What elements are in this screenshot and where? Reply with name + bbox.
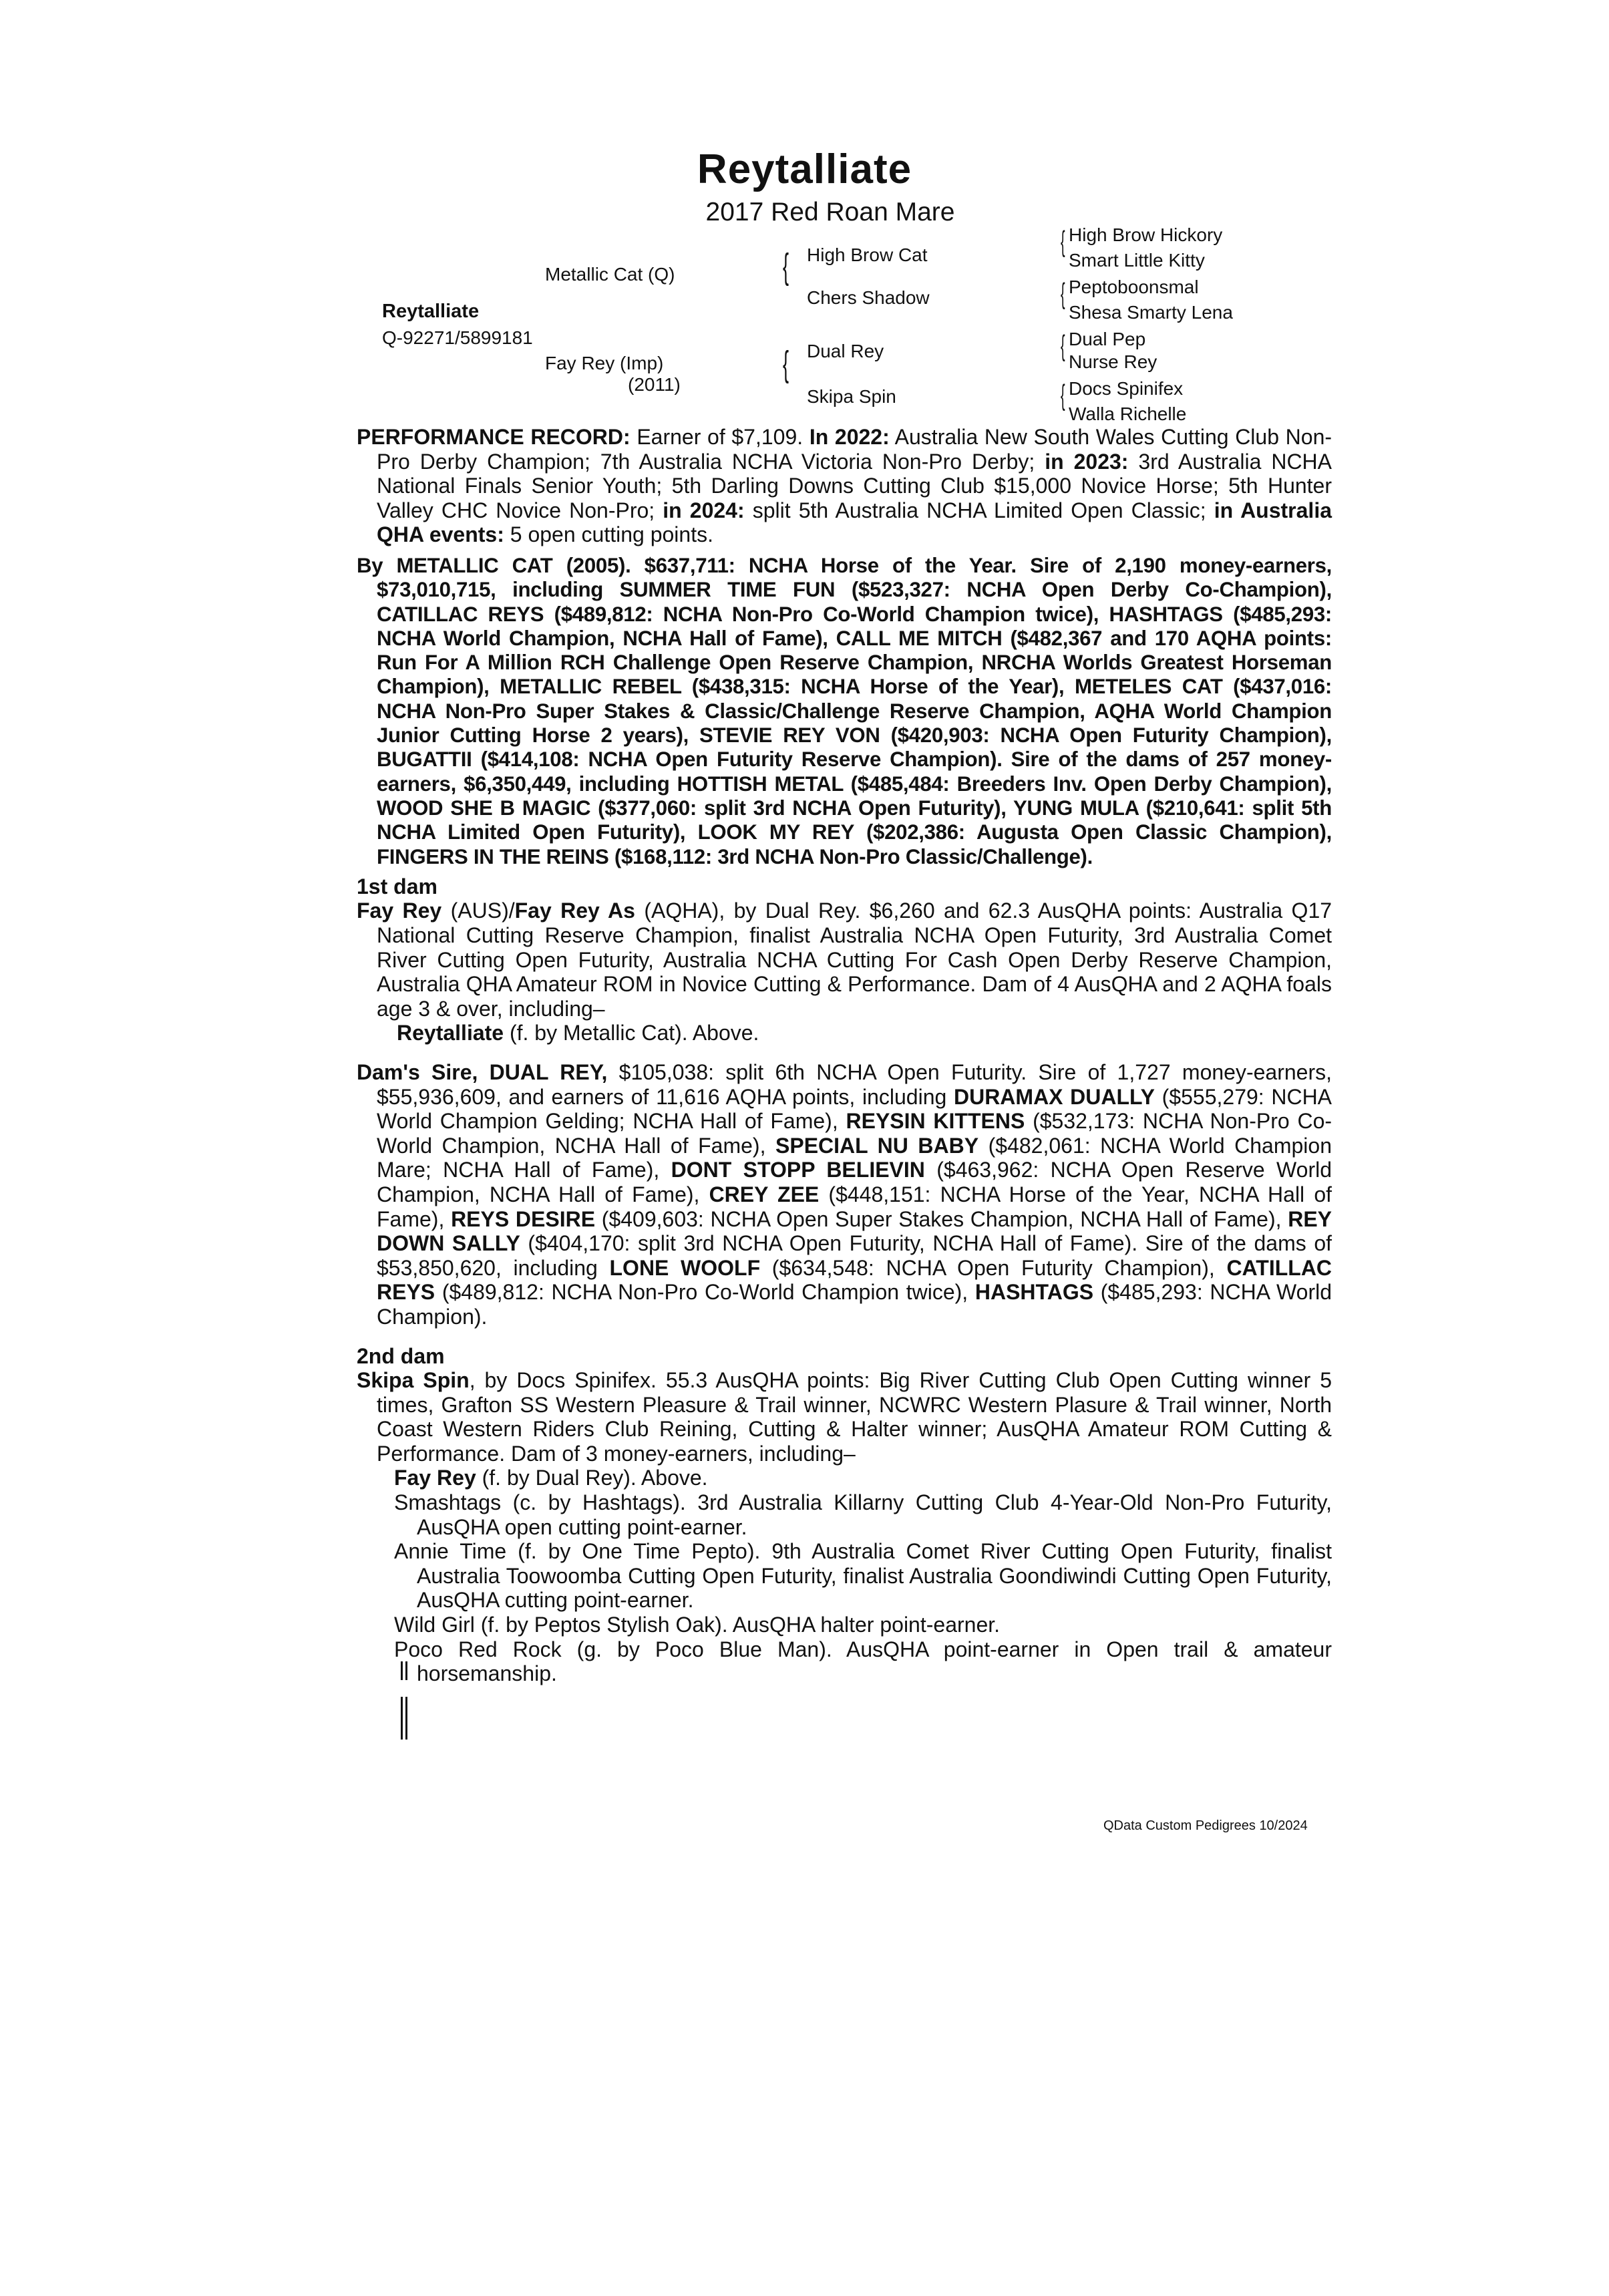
brace: { bbox=[1061, 277, 1065, 310]
second-dam-name: Skipa Spin bbox=[357, 1368, 470, 1393]
performance-text: Australia New South Wales Cutting Club Non-Pro Derby Champion; 7th Australia NCHA Victoria Non-Pro Derby; bbox=[377, 425, 1332, 474]
dams-sire-highlight: CATILLAC REYS bbox=[377, 1255, 1332, 1305]
performance-text: 3rd Australia NCHA National Finals Senior Youth; 5th Darling Downs Cutting Club $15,000 Novice Horse; 5th Hunter Valley CHC Novice Non-Pro; bbox=[377, 449, 1332, 522]
produce-text: (c. by Hashtags). 3rd Australia Killarny Cutting Club 4-Year-Old Non-Pro Futurity, AusQHA open cutting point-earner. bbox=[417, 1490, 1332, 1539]
pedigree-sire-sire: High Brow Cat bbox=[807, 244, 928, 265]
brace: { bbox=[783, 247, 789, 287]
performance-record bbox=[357, 425, 1332, 547]
dams-sire-text: ($448,151: NCHA Horse of the Year, NCHA Hall of Fame), bbox=[377, 1182, 1332, 1231]
pedigree-g3-7: Docs Spinifex bbox=[1069, 378, 1184, 399]
page-subtitle: 2017 Red Roan Mare bbox=[705, 198, 955, 226]
dams-sire-text: ($489,812: NCHA Non-Pro Co-World Champion twice), bbox=[435, 1280, 975, 1305]
dams-sire-text: ($404,170: split 3rd NCHA Open Futurity, NCHA Hall of Fame). Sire of the dams of $53,850,620, including bbox=[377, 1231, 1332, 1280]
dams-sire-highlight: DONT STOPP BELIEVIN bbox=[671, 1158, 925, 1182]
performance-text: split 5th Australia NCHA Limited Open Classic; bbox=[744, 498, 1214, 522]
descendant-bar bbox=[405, 1697, 407, 1740]
brace: { bbox=[1061, 379, 1065, 412]
produce-item bbox=[357, 1637, 1332, 1686]
dams-sire-highlight: SPECIAL NU BABY bbox=[775, 1133, 979, 1158]
produce-item bbox=[357, 1539, 1332, 1613]
dams-sire-highlight: REYS DESIRE bbox=[451, 1206, 596, 1231]
pedigree-g3-4: Shesa Smarty Lena bbox=[1069, 302, 1233, 323]
pedigree-g3-1: High Brow Hickory bbox=[1069, 224, 1223, 245]
performance-text: 5 open cutting points. bbox=[504, 522, 713, 547]
pedigree-g3-8: Walla Richelle bbox=[1069, 403, 1187, 424]
pedigree-g3-3: Peptoboonsmal bbox=[1069, 277, 1199, 297]
first-dam-produce-text: (f. by Metallic Cat). Above. bbox=[504, 1021, 759, 1045]
pedigree-sire: Metallic Cat (Q) bbox=[545, 264, 675, 285]
produce-item bbox=[357, 1466, 1332, 1490]
sire-summary: By METALLIC CAT (2005). $637,711: NCHA Horse of the Year. Sire of 2,190 money-earners, $73,010,715, including SUMMER TIME FUN ($523,327: NCHA Open Derby Co-Champion), CATILLAC REYS ($489,812: NCHA Non-Pro Co-World Champion twice), HASHTAGS ($485,293: NCHA World Champion, NCHA Hall of Fame), CALL ME MITCH ($482,367 and 170 AQHA points: Run For A Million RCH Challenge Open Reserve Champion, NRCHA Worlds Greatest Horseman Champion), METALLIC REBEL ($438,315: NCHA Horse of the Year), METELES CAT ($437,016: NCHA Non-Pro Super Stakes & Classic/Challenge Reserve Champion, AQHA World Champion Junior Cutting Horse 2 years), STEVIE REY VON ($420,903: NCHA Open Futurity Champion), BUGATTII ($414,108: NCHA Open Futurity Reserve Champion). Sire of the dams of 257 money-earners, $6,350,449, including HOTTISH METAL ($485,484: Breeders Inv. Open Derby Champion), WOOD SHE B MAGIC ($377,060: split 3rd NCHA Open Futurity), YUNG MULA ($210,641: split 5th NCHA Limited Open Futurity), LOOK MY REY ($202,386: Augusta Open Classic Champion), FINGERS IN THE REINS ($168,112: 3rd NCHA Non-Pro Classic/Challenge). bbox=[357, 553, 1332, 868]
performance-qha-label: in Australia QHA events: bbox=[377, 498, 1332, 547]
first-dam-entry bbox=[357, 898, 1332, 1021]
dams-sire-highlight: HASHTAGS bbox=[974, 1280, 1094, 1305]
dams-sire-text: $105,038: split 6th NCHA Open Futurity. Sire of 1,727 money-earners, $55,936,609, and earners of 11,616 AQHA points, including bbox=[377, 1059, 1332, 1109]
descendant-bar bbox=[401, 1661, 403, 1680]
dams-sire-highlight: LONE WOOLF bbox=[609, 1255, 761, 1280]
performance-label: PERFORMANCE RECORD: bbox=[357, 425, 631, 449]
produce-name: Wild Girl bbox=[394, 1613, 475, 1637]
second-dam-text: , by Docs Spinifex. 55.3 AusQHA points: Big River Cutting Club Open Cutting winner 5 times, Grafton SS Western Pleasure & Trail winner, NCWRC Western Plasure & Trail winner, North Coast Western Riders Club Reining, Cutting & Halter winner; AusQHA Amateur ROM Cutting & Performance. Dam of 3 money-earners, including– bbox=[377, 1368, 1332, 1466]
dams-sire-text: ($634,548: NCHA Open Futurity Champion), bbox=[760, 1255, 1227, 1280]
pedigree-dam: Fay Rey (Imp) bbox=[545, 353, 664, 373]
first-dam-alt-name: Fay Rey As bbox=[514, 898, 635, 923]
dams-sire-highlight: REY DOWN SALLY bbox=[377, 1206, 1332, 1256]
dams-sire-highlight: DURAMAX DUALLY bbox=[953, 1084, 1155, 1109]
first-dam-produce-name: Reytalliate bbox=[397, 1021, 504, 1045]
dams-sire-text: ($409,603: NCHA Open Super Stakes Champion, NCHA Hall of Fame), bbox=[595, 1206, 1288, 1231]
footer-credit: QData Custom Pedigrees 10/2024 bbox=[1103, 1818, 1308, 1833]
pedigree-sire-dam: Chers Shadow bbox=[807, 287, 930, 308]
produce-text: (f. by Dual Rey). Above. bbox=[476, 1466, 708, 1490]
produce-item bbox=[357, 1490, 1332, 1539]
dams-sire-label: Dam's Sire, DUAL REY, bbox=[357, 1059, 608, 1084]
first-dam-produce bbox=[357, 1021, 1332, 1045]
dams-sire-highlight: CREY ZEE bbox=[709, 1182, 820, 1206]
pedigree-subject-name: Reytalliate bbox=[382, 301, 480, 322]
page-title: Reytalliate bbox=[697, 146, 912, 192]
produce-name: Annie Time bbox=[394, 1539, 507, 1564]
brace: { bbox=[1061, 329, 1065, 362]
pedigree-subject-reg: Q-92271/5899181 bbox=[382, 327, 533, 348]
dams-sire-text: ($482,061: NCHA World Champion Mare; NCHA Hall of Fame), bbox=[377, 1133, 1332, 1182]
catalog-body bbox=[357, 425, 1332, 1686]
performance-year-2022: In 2022: bbox=[809, 425, 890, 449]
pedigree-g3-5: Dual Pep bbox=[1069, 329, 1146, 349]
brace: { bbox=[783, 344, 789, 384]
performance-text: Earner of $7,109. bbox=[630, 425, 810, 449]
produce-name: Smashtags bbox=[394, 1490, 502, 1515]
dams-sire-text: ($485,293: NCHA World Champion). bbox=[377, 1280, 1332, 1329]
pedigree-g3-6: Nurse Rey bbox=[1069, 351, 1157, 372]
first-dam-name: Fay Rey bbox=[357, 898, 442, 923]
second-dam-produce-list bbox=[357, 1466, 1332, 1685]
pedigree-dam-sire: Dual Rey bbox=[807, 341, 884, 361]
first-dam-name-suffix: (AUS)/ bbox=[441, 898, 515, 923]
pedigree-dam-year: (2011) bbox=[628, 374, 681, 395]
first-dam-text: (AQHA), by Dual Rey. $6,260 and 62.3 AusQHA points: Australia Q17 National Cutting Reserve Champion, finalist Australia NCHA Open Futurity, 3rd Australia Comet River Cutting Open Futurity, Australia NCHA Cutting For Cash Open Derby Reserve Champion, Australia QHA Amateur ROM in Novice Cutting & Performance. Dam of 4 AusQHA and 2 AQHA foals age 3 & over, including– bbox=[377, 898, 1332, 1021]
produce-text: (f. by One Time Pepto). 9th Australia Comet River Cutting Open Futurity, finalist Australia Toowoomba Cutting Open Futurity, finalist Australia Goondiwindi Cutting Open Futurity, AusQHA cutting point-earner. bbox=[417, 1539, 1332, 1613]
dams-sire-text: ($463,962: NCHA Open Reserve World Champion, NCHA Hall of Fame), bbox=[377, 1158, 1332, 1206]
performance-year-2024: in 2024: bbox=[663, 498, 745, 522]
performance-year-2023: in 2023: bbox=[1045, 449, 1129, 474]
descendant-bar bbox=[401, 1697, 403, 1740]
dams-sire-highlight: REYSIN KITTENS bbox=[846, 1109, 1025, 1134]
brace: { bbox=[1061, 225, 1065, 258]
produce-name: Fay Rey bbox=[394, 1466, 476, 1490]
dams-sire-text: ($555,279: NCHA World Champion Gelding; NCHA Hall of Fame), bbox=[377, 1084, 1332, 1134]
produce-item bbox=[357, 1613, 1332, 1637]
produce-text: (f. by Peptos Stylish Oak). AusQHA halter point-earner. bbox=[474, 1613, 1001, 1637]
descendant-bar bbox=[405, 1661, 407, 1680]
produce-name: Poco Red Rock bbox=[394, 1637, 562, 1661]
pedigree-dam-dam: Skipa Spin bbox=[807, 386, 896, 407]
first-dam-heading: 1st dam bbox=[357, 874, 437, 898]
second-dam-entry bbox=[357, 1368, 1332, 1466]
dams-sire-entry bbox=[357, 1060, 1332, 1329]
produce-text: (g. by Poco Blue Man). AusQHA point-earner in Open trail & amateur horsemanship. bbox=[417, 1637, 1332, 1686]
dams-sire-text: ($532,173: NCHA Non-Pro Co-World Champion, NCHA Hall of Fame), bbox=[377, 1109, 1332, 1158]
pedigree-g3-2: Smart Little Kitty bbox=[1069, 250, 1205, 271]
second-dam-heading: 2nd dam bbox=[357, 1343, 445, 1368]
